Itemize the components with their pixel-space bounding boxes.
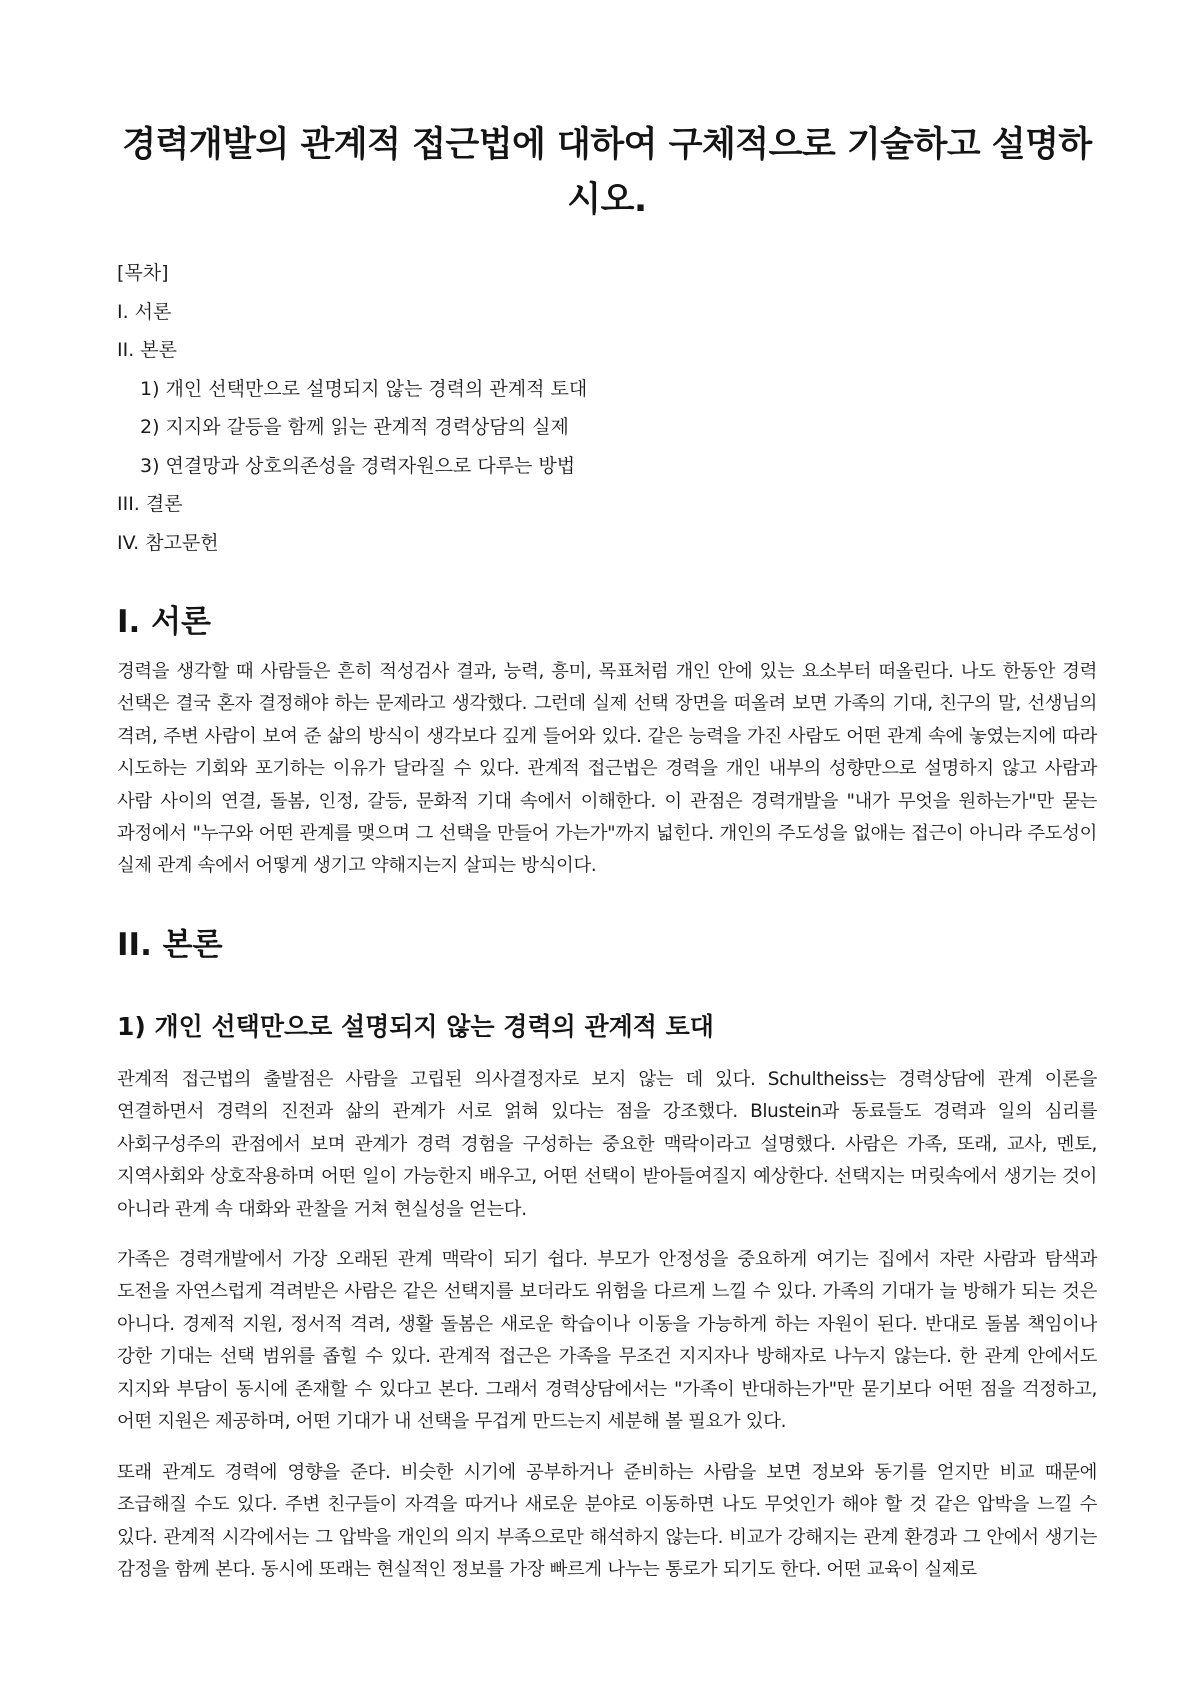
main-body-heading: II. 본론: [117, 927, 223, 963]
toc-item-references: IV. 참고문헌: [117, 531, 219, 554]
table-of-contents: [117, 254, 1097, 562]
toc-item-section-2: 2) 지지와 갈등을 함께 읽는 관계적 경력상담의 실제: [140, 416, 569, 438]
toc-item-section-3: 3) 연결망과 상호의존성을 경력자원으로 다루는 방법: [140, 454, 576, 477]
toc-heading: [목차]: [117, 262, 169, 284]
document-title: 경력개발의 관계적 접근법에 대하여 구체적으로 기술하고 설명하시오.: [122, 125, 1092, 220]
section-1-paragraph-2: 가족은 경력개발에서 가장 오래된 관계 맥락이 되기 쉽다. 부모가 안정성을 중요하게 여기는 집에서 자란 사람과 탐색과 도전을 자연스럽게 격려받은 사람은 같은 선택지를 보더라도 위험을 다르게 느낄 수 있다. 가족의 기대가 늘 방해가 되는 것은 아니다. 경제적 지원, 정서적 격려, 생활 돌봄은 새로운 학습이나 이동을 가능하게 하는 자원이 된다. 반대로 돌봄 책임이나 강한 기대는 선택 범위를 좁힐 수 있다. 관계적 접근은 가족을 무조건 지지자나 방해자로 나누지 않는다. 한 관계 안에서도 지지와 부담이 동시에 존재할 수 있다고 본다. 그래서 경력상담에서는 "가족이 반대하는가"만 묻기보다 어떤 점을 걱정하고, 어떤 지원은 제공하며, 어떤 기대가 내 선택을 무겁게 만드는지 세분해 볼 필요가 있다.: [117, 1249, 1097, 1433]
toc-item-section-1: 1) 개인 선택만으로 설명되지 않는 경력의 관계적 토대: [140, 377, 588, 400]
toc-item-conclusion: III. 결론: [117, 493, 183, 515]
introduction-heading: I. 서론: [117, 604, 211, 640]
toc-item-main-body: II. 본론: [117, 339, 177, 361]
toc-item-introduction: I. 서론: [117, 300, 172, 323]
section-1-heading: 1) 개인 선택만으로 설명되지 않는 경력의 관계적 토대: [117, 1012, 714, 1041]
introduction-paragraph: 경력을 생각할 때 사람들은 흔히 적성검사 결과, 능력, 흥미, 목표처럼 개인 안에 있는 요소부터 떠올린다. 나도 한동안 경력 선택은 결국 혼자 결정해야 하는 문제라고 생각했다. 그런데 실제 선택 장면을 떠올려 보면 가족의 기대, 친구의 말, 선생님의 격려, 주변 사람이 보여 준 삶의 방식이 생각보다 깊게 들어와 있다. 같은 능력을 가진 사람도 어떤 관계 속에 놓였는지에 따라 시도하는 기회와 포기하는 이유가 달라질 수 있다. 관계적 접근법은 경력을 개인 내부의 성향만으로 설명하지 않고 사람과 사람 사이의 연결, 돌봄, 인정, 갈등, 문화적 기대 속에서 이해한다. 이 관점은 경력개발을 "내가 무엇을 원하는가"만 묻는 과정에서 "누구와 어떤 관계를 맺으며 그 선택을 만들어 가는가"까지 넓힌다. 개인의 주도성을 없애는 접근이 아니라 주도성이 실제 관계 속에서 어떻게 생기고 약해지는지 살피는 방식이다.: [117, 661, 1097, 877]
section-1-paragraph-1: 관계적 접근법의 출발점은 사람을 고립된 의사결정자로 보지 않는 데 있다. Schultheiss는 경력상담에 관계 이론을 연결하면서 경력의 진전과 삶의 관계가 서로 얽혀 있다는 점을 강조했다. Blustein과 동료들도 경력과 일의 심리를 사회구성주의 관점에서 보며 관계가 경력 경험을 구성하는 중요한 맥락이라고 설명했다. 사람은 가족, 또래, 교사, 멘토, 지역사회와 상호작용하며 어떤 일이 가능한지 배우고, 어떤 선택이 받아들여질지 예상한다. 선택지는 머릿속에서 생기는 것이 아니라 관계 속 대화와 관찰을 거쳐 현실성을 얻는다.: [117, 1069, 1097, 1220]
section-1-paragraph-3: 또래 관계도 경력에 영향을 준다. 비슷한 시기에 공부하거나 준비하는 사람을 보면 정보와 동기를 얻지만 비교 때문에 조급해질 수도 있다. 주변 친구들이 자격을 따거나 새로운 분야로 이동하면 나도 무엇인가 해야 할 것 같은 압박을 느낄 수 있다. 관계적 시각에서는 그 압박을 개인의 의지 부족으로만 해석하지 않는다. 비교가 강해지는 관계 환경과 그 안에서 생기는 감정을 함께 본다. 동시에 또래는 현실적인 정보를 가장 빠르게 나누는 통로가 되기도 한다. 어떤 교육이 실제로: [117, 1462, 1097, 1581]
